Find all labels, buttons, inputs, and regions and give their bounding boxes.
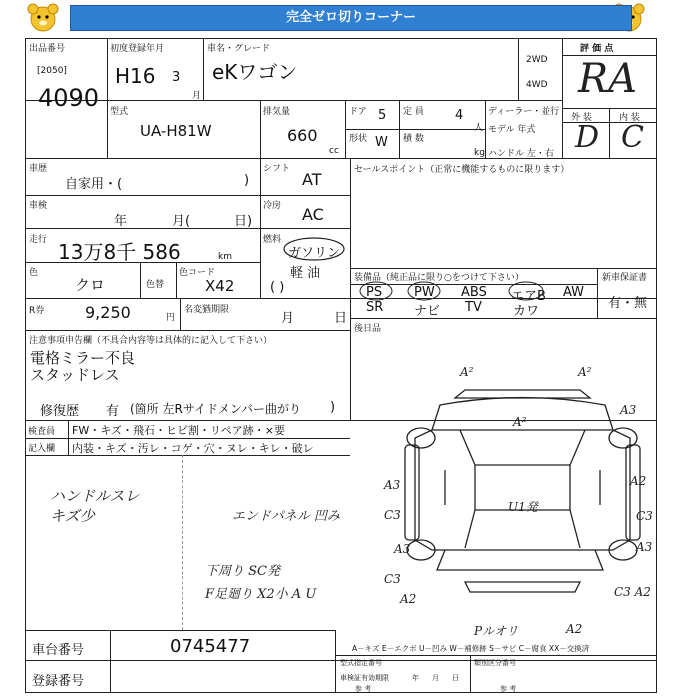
diag-u1-dent: U1発 [508, 500, 538, 514]
mileage-label: 走行 [29, 235, 48, 245]
load-unit: kg [474, 148, 485, 158]
fuel-other: ( ) [270, 280, 285, 295]
body-shape-value: W [375, 135, 388, 150]
inspection-label: 車検 [29, 201, 48, 211]
diag-a2-top-right: A² [578, 365, 592, 379]
interior-label: 内 装 [619, 113, 640, 123]
interior-score: C [621, 120, 644, 155]
diag-a2-right: A2 [630, 474, 647, 488]
handwritten-note-3: エンドパネル 凹み [232, 509, 340, 524]
equip-ps: PS [366, 285, 383, 300]
equip-pw: PW [414, 285, 435, 300]
inspector-label: 検査員 [28, 427, 56, 437]
load-label: 積 数 [403, 134, 424, 144]
handwritten-note-5: F足廻り X2小 A U [205, 587, 317, 602]
repair-history-detail: (箇所 左Rサイドメンバー曲がり [130, 402, 302, 416]
repair-history-value: 有 [106, 404, 120, 419]
lot-code: [2050] [37, 66, 67, 76]
body-shape-label: 形状 [349, 134, 368, 144]
sales-point-label: セールスポイント（正常に機能するものに限ります） [354, 165, 570, 175]
name-change-month: 月 [281, 311, 295, 326]
exterior-label: 外 装 [571, 113, 592, 123]
aircon-value: AC [302, 205, 324, 224]
lot-number: 4090 [38, 84, 100, 112]
diag-a3-left: A3 [384, 478, 401, 492]
doors-label: ドア [349, 107, 367, 117]
displacement-value: 660 [287, 126, 318, 145]
model-value: UA-H81W [140, 122, 212, 140]
diag-a2-left: A2 [400, 592, 417, 606]
footer-month: 月 [432, 674, 439, 682]
equip-sr: SR [366, 300, 384, 315]
banner-title: 完全ゼロ切りコーナー [70, 5, 632, 31]
diag-a2-bottom: A2 [566, 622, 583, 636]
inspector-entry-label: 記入欄 [28, 444, 56, 454]
shift-value: AT [302, 170, 322, 189]
equipment-circles-icon [358, 280, 598, 302]
notes-label: 注意事項申告欄（不具合内容等は具体的に記入して下さい） [29, 336, 273, 346]
displacement-unit: cc [329, 146, 339, 156]
diag-rear-scratch: Pルオリ [474, 624, 519, 638]
recycle-unit: 円 [166, 313, 176, 323]
history-value: 自家用・( [65, 177, 123, 192]
fuel-gasoline: ガソリン [288, 246, 341, 261]
recycle-value: 9,250 [85, 303, 131, 322]
footer-inspection-expiry: 車検証有効期限 [340, 674, 389, 682]
name-change-label: 名変猶期限 [184, 305, 230, 315]
lot-label: 出品番号 [29, 44, 66, 54]
name-change-day: 日 [334, 311, 348, 326]
history-close: ) [244, 173, 250, 188]
equip-tv: TV [465, 300, 482, 315]
registration-label: 登録番号 [32, 674, 85, 689]
warranty-value: 有・無 [608, 296, 648, 311]
diag-a3-right: A3 [636, 540, 653, 554]
repair-history-close: ) [330, 400, 336, 415]
mileage-value: 13万8千 586 [58, 240, 181, 264]
handwritten-note-4: 下周り SC発 [205, 564, 280, 579]
equip-abs: ABS [461, 285, 487, 300]
doors-value: 5 [378, 108, 387, 123]
diag-c3-a2-right: C3 A2 [614, 585, 651, 599]
dealer-label: ディーラー・並行 [488, 107, 560, 117]
color-code-label: 色コード [179, 268, 216, 278]
diag-c3-right: C3 [636, 509, 653, 523]
equip-navi: ナビ [414, 304, 441, 319]
drive-2wd: 2WD [526, 55, 548, 65]
footer-ref-1: 参 考 [355, 685, 372, 693]
shift-label: シフト [263, 164, 291, 174]
handle-label: ハンドル 左・右 [488, 149, 554, 159]
handwritten-note-1: ハンドルスレ [50, 487, 140, 505]
damage-legend: A－キズ E－エクボ U－凹み W－補修跡 S－サビ C－腐食 XX－交換済 [352, 644, 590, 653]
model-label: 型式 [110, 107, 129, 117]
score-value: RA [578, 56, 638, 102]
footer-class-no: 類別区分番号 [474, 659, 516, 667]
lower-divider [182, 455, 183, 630]
capacity-unit: 人 [474, 123, 484, 133]
equipment-label: 装備品（純正品に限り○をつけて下さい） [354, 273, 524, 283]
car-name-label: 車名・グレード [207, 44, 271, 54]
notes-line1: 電格ミラー不良 [30, 349, 136, 367]
inspector-row2: 内装・キズ・汚レ・コゲ・穴・ヌレ・キレ・破レ [72, 442, 314, 455]
color-value: クロ [75, 276, 106, 294]
inspection-month: 月( [172, 214, 191, 229]
color-code-value: X42 [205, 277, 235, 295]
diag-a3-top-right: A3 [620, 403, 637, 417]
score-label: 評 価 点 [580, 44, 614, 54]
inspection-year: 年 [114, 214, 128, 229]
delivery-label: 後日品 [354, 324, 382, 334]
chassis-number: 0745477 [170, 636, 251, 657]
footer-ref-2: 参 考 [500, 685, 517, 693]
mileage-unit: km [218, 252, 232, 262]
fuel-diesel: 軽 油 [290, 266, 321, 281]
diag-c3-left: C3 [384, 508, 401, 522]
first-reg-month-unit: 月 [192, 91, 202, 101]
capacity-label: 定 員 [403, 107, 424, 117]
equip-aw: AW [563, 285, 585, 300]
diag-c3-left-2: C3 [384, 572, 401, 586]
capacity-value: 4 [455, 108, 464, 123]
first-reg-month: 3 [172, 70, 181, 85]
diag-a2-hood: A² [513, 415, 527, 429]
diag-a2-top-left: A² [460, 365, 474, 379]
car-name-value: eKワゴン [212, 60, 298, 84]
inspection-day: 日) [234, 214, 253, 229]
fuel-selected-circle-icon [282, 236, 346, 262]
model-year-label: モデル 年式 [488, 125, 536, 135]
first-reg-label: 初度登録年月 [110, 44, 165, 54]
exterior-score: D [575, 120, 600, 155]
first-reg-year: H16 [115, 64, 156, 88]
inspector-row1: FW・キズ・飛石・ヒビ割・リペア跡・×要 [72, 424, 285, 437]
color-change-label: 色替 [146, 280, 165, 290]
chassis-label: 車台番号 [32, 643, 85, 658]
color-label: 色 [29, 268, 39, 278]
mascot-bear-left-icon [26, 2, 60, 34]
diag-a3-left-2: A3 [394, 542, 411, 556]
repair-history-label: 修復歴 [40, 404, 80, 419]
handwritten-note-2: キズ少 [50, 507, 95, 525]
equip-airbag: エアB [511, 289, 546, 304]
warranty-label: 新車保証書 [602, 273, 648, 283]
displacement-label: 排気量 [263, 107, 291, 117]
footer-year: 年 [412, 674, 419, 682]
equip-leather: カワ [513, 304, 540, 319]
footer-type-no: 型式指定番号 [340, 659, 382, 667]
recycle-label: R券 [29, 306, 45, 316]
fuel-label: 燃料 [263, 235, 282, 245]
footer-day: 日 [452, 674, 459, 682]
drive-4wd: 4WD [526, 80, 548, 90]
history-label: 車歴 [29, 164, 48, 174]
aircon-label: 冷房 [263, 201, 282, 211]
notes-line2: スタッドレス [30, 366, 120, 384]
